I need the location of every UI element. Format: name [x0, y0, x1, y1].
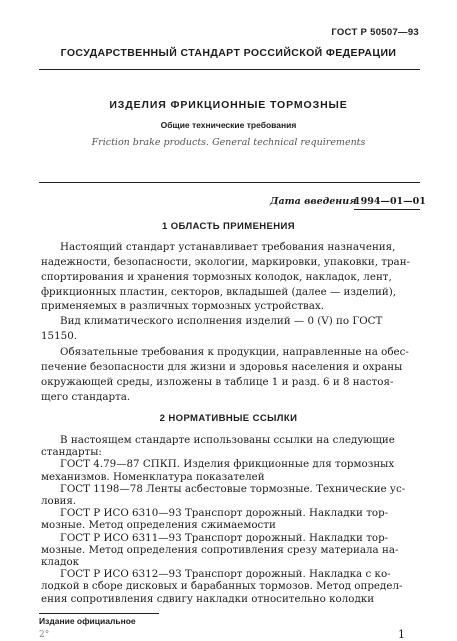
organization-title: ГОСУДАРСТВЕННЫЙ СТАНДАРТ РОССИЙСКОЙ ФЕДЕРАЦИИ	[60, 47, 397, 59]
title-rule	[39, 182, 420, 183]
body-line: фрикционных пластин, секторов, вкладышей (далее — изделий),	[41, 286, 397, 298]
body-line: ГОСТ Р ИСО 6311—93 Транспорт дорожный. Накладки тор-	[60, 531, 389, 544]
footer-rule	[39, 613, 159, 614]
introduction-date: 1994—01—01	[354, 196, 426, 207]
introduction-date-label: Дата введения	[270, 196, 357, 207]
body-line: Настоящий стандарт устанавливает требования назначения,	[60, 241, 396, 253]
print-mark: 2°	[39, 629, 50, 640]
body-line: применяемых в различных тормозных устройствах.	[41, 300, 325, 312]
body-line: ловия.	[41, 495, 77, 507]
official-edition-label: Издание официальное	[39, 615, 136, 626]
section-heading-references: 2 НОРМАТИВНЫЕ ССЫЛКИ	[159, 413, 298, 424]
header-rule	[39, 69, 420, 70]
introduction-date-underline	[354, 209, 420, 210]
body-line: ГОСТ Р ИСО 6312—93 Транспорт дорожный. Накладка с ко-	[60, 568, 391, 581]
body-line: ГОСТ 1198—78 Ленты асбестовые тормозные. Технические ус-	[60, 482, 406, 495]
body-line: спортирования и хранения тормозных колодок, накладок, лент,	[41, 271, 392, 283]
body-line: стандарты:	[41, 446, 102, 459]
document-title: ИЗДЕЛИЯ ФРИКЦИОННЫЕ ТОРМОЗНЫЕ	[109, 99, 348, 111]
body-line: 15150.	[41, 330, 78, 342]
body-line: печение безопасности для жизни и здоровья населения и охраны	[41, 361, 403, 373]
body-line: кладок	[41, 556, 80, 568]
body-line: лодкой в сборе дисковых и барабанных тормозов. Метод определ-	[41, 580, 403, 593]
standard-id: ГОСТ Р 50507—93	[331, 27, 419, 38]
page-number: 1	[398, 627, 405, 641]
english-title: Friction brake products. General technical requirements	[91, 137, 366, 148]
section-heading-scope: 1 ОБЛАСТЬ ПРИМЕНЕНИЯ	[161, 221, 296, 232]
body-line: В настоящем стандарте использованы ссылки на следующие	[60, 434, 395, 446]
body-line: ения сопротивления сдвигу накладки относительно колодки	[41, 592, 375, 605]
body-line: Обязательные требования к продукции, направленные на обес-	[60, 346, 409, 358]
body-line: ГОСТ Р ИСО 6310—93 Транспорт дорожный. Накладки тор-	[60, 507, 389, 520]
document-subtitle: Общие технические требования	[160, 120, 297, 130]
body-line: щего стандарта.	[41, 391, 131, 403]
body-line: механизмов. Номенклатура показателей	[41, 470, 265, 483]
body-line: окружающей среды, изложены в таблице 1 и разд. 6 и 8 настоя-	[41, 376, 394, 388]
body-line: Вид климатического исполнения изделий — 0 (V) по ГОСТ	[60, 315, 383, 327]
body-line: ГОСТ 4.79—87 СПКП. Изделия фрикционные для тормозных	[60, 458, 395, 471]
body-line: надежности, безопасности, экологии, маркировки, упаковки, тран-	[41, 256, 411, 268]
body-line: мозные. Метод определения сопротивления срезу материала на-	[41, 543, 399, 556]
body-line: мозные. Метод определения сжимаемости	[41, 519, 276, 532]
